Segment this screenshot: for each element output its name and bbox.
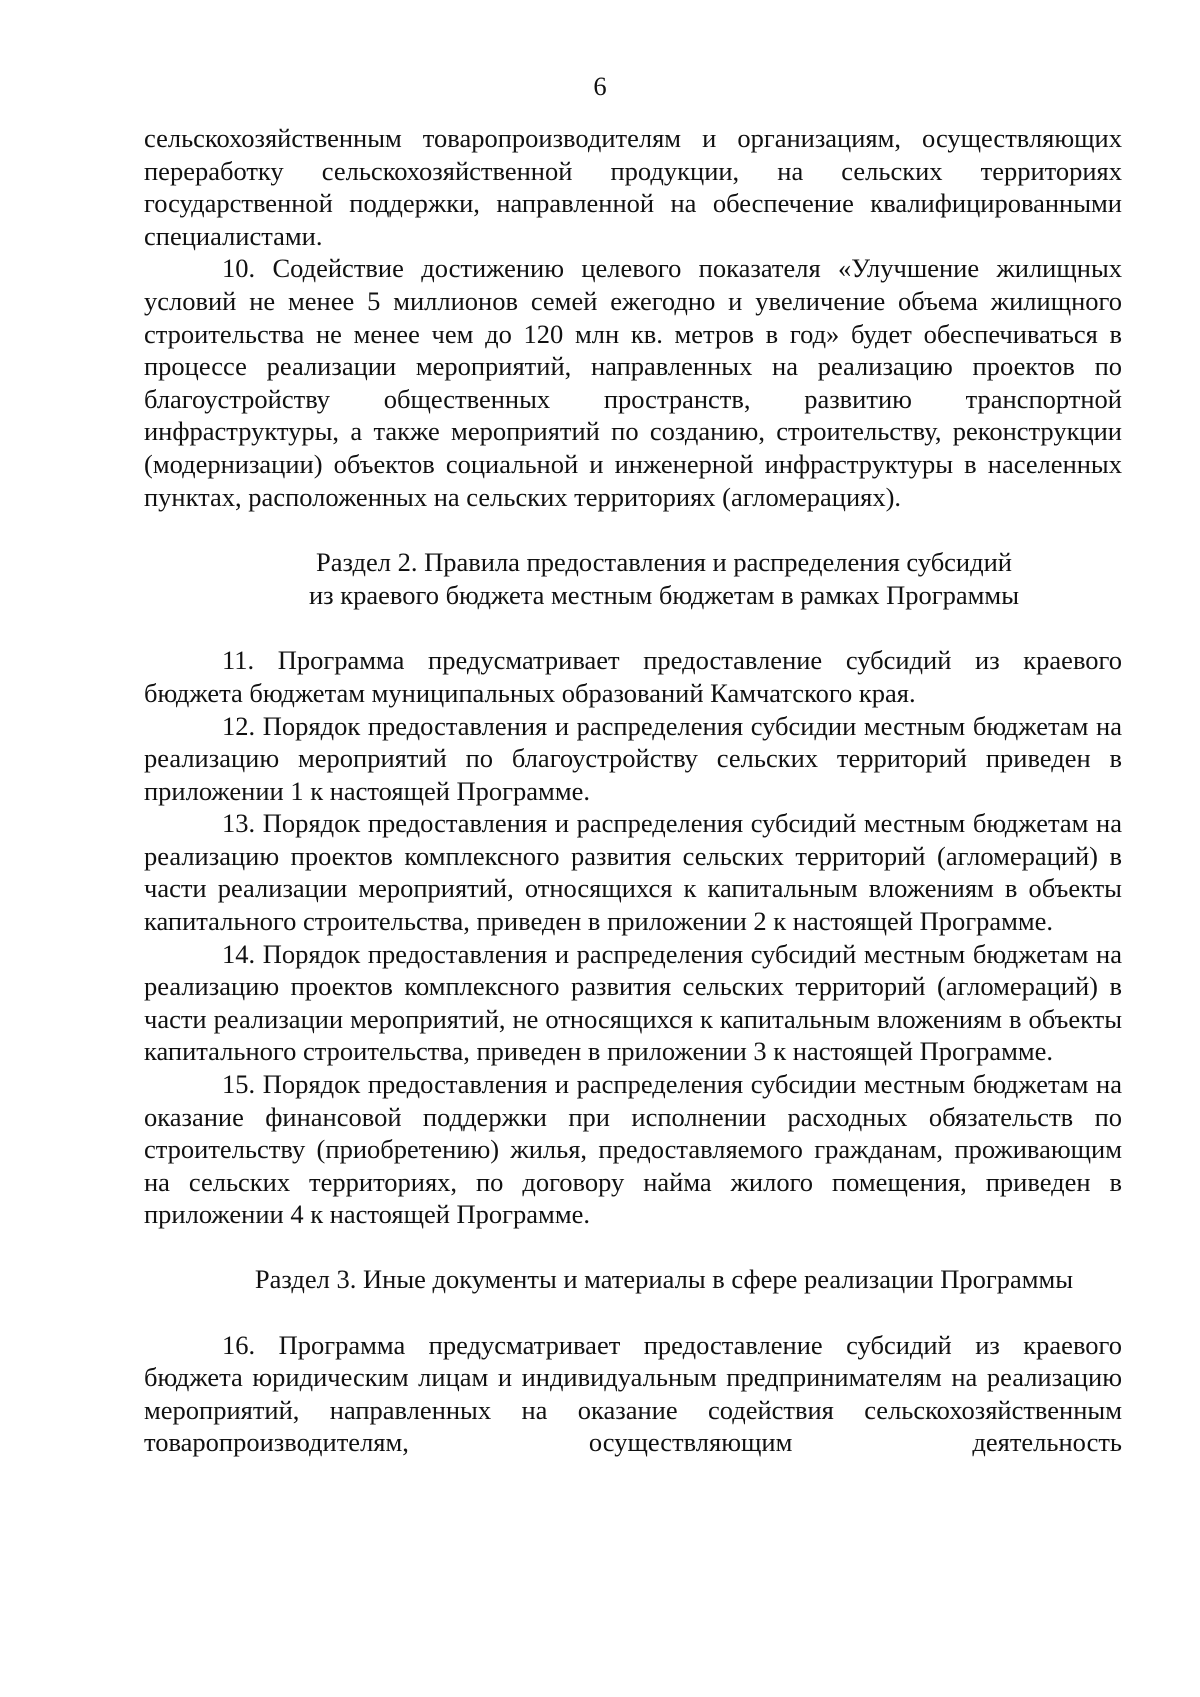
section-2-heading-line-2: из краевого бюджета местным бюджетам в рамках Программы	[308, 579, 1020, 610]
paragraph-11: 11. Программа предусматривает предоставление субсидий из краевого бюджета бюджетам муниципальных образований Камчатского края.	[144, 645, 1122, 708]
paragraph-13: 13. Порядок предоставления и распределения субсидий местным бюджетам на реализацию проектов комплексного развития сельских территорий (агломераций) в части реализации мероприятий, относящихся к капитальным вложениям в объекты капитального строительства, приведен в приложении 2 к настоящей Программе.	[144, 808, 1122, 937]
section-3-heading	[144, 1263, 1122, 1296]
document-body	[144, 122, 1122, 1459]
paragraph-continuation: сельскохозяйственным товаропроизводителям и организациям, осуществляющих переработку сельскохозяйственной продукции, на сельских территориях государственной поддержки, направленной на обеспечение квалифицированными специалистами.	[144, 123, 1122, 251]
paragraph-15: 15. Порядок предоставления и распределения субсидии местным бюджетам на оказание финансовой поддержки при исполнении расходных обязательств по строительству (приобретению) жилья, предоставляемого гражданам, проживающим на сельских территориях, по договору найма жилого помещения, приведен в приложении 4 к настоящей Программе.	[144, 1069, 1122, 1230]
paragraph-12: 12. Порядок предоставления и распределения субсидии местным бюджетам на реализацию мероприятий по благоустройству сельских территорий приведен в приложении 1 к настоящей Программе.	[144, 710, 1122, 806]
paragraph-16: 16. Программа предусматривает предоставление субсидий из краевого бюджета юридическим лицам и индивидуальным предпринимателям на реализацию мероприятий, направленных на оказание содействия сельскохозяйственным товаропроизводителям, осуществляющим деятельность	[144, 1329, 1122, 1458]
page-number: 6	[593, 71, 607, 101]
section-2-heading-line-1: Раздел 2. Правила предоставления и распределения субсидий	[316, 547, 1012, 578]
section-3-heading-line: Раздел 3. Иные документы и материалы в сфере реализации Программы	[254, 1264, 1074, 1294]
section-2-heading	[144, 546, 1122, 611]
paragraph-14: 14. Порядок предоставления и распределения субсидий местным бюджетам на реализацию проектов комплексного развития сельских территорий (агломераций) в части реализации мероприятий, не относящихся к капитальным вложениям в объекты капитального строительства, приведен в приложении 3 к настоящей Программе.	[144, 938, 1122, 1067]
paragraph-10: 10. Содействие достижению целевого показателя «Улучшение жилищных условий не менее 5 миллионов семей ежегодно и увеличение объема жилищного строительства не менее чем до 120 млн кв. метров в год» будет обеспечиваться в процессе реализации мероприятий, направленных на реализацию проектов по благоустройству общественных пространств, развитию транспортной инфраструктуры, а также мероприятий по созданию, строительству, реконструкции (модернизации) объектов социальной и инженерной инфраструктуры в населенных пунктах, расположенных на сельских территориях (агломерациях).	[144, 253, 1122, 512]
